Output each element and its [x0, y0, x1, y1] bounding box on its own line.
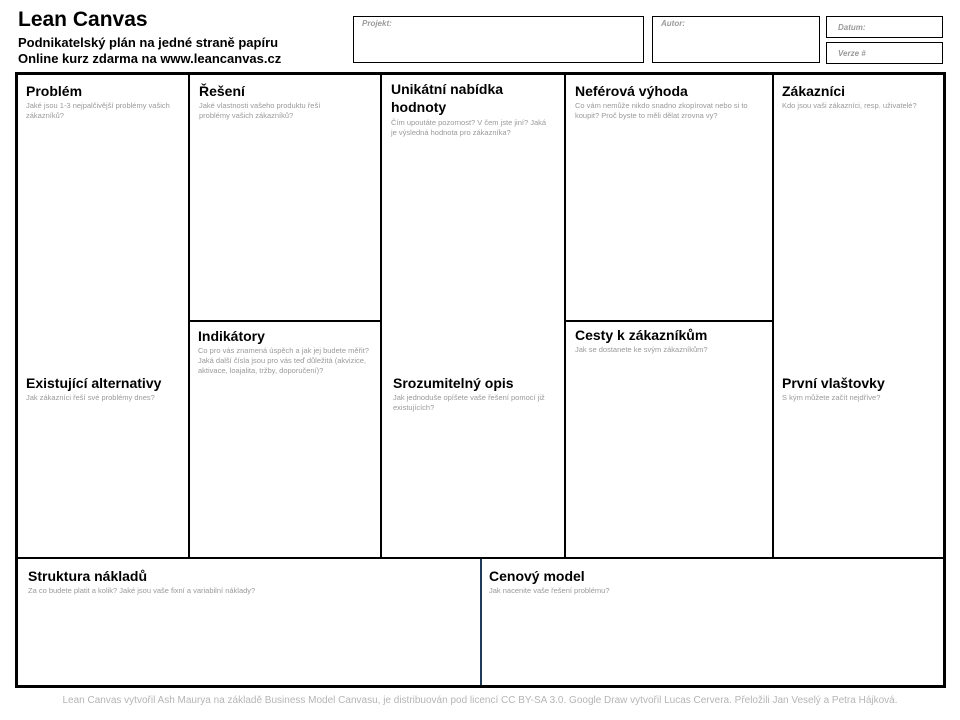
author-field[interactable]	[652, 16, 820, 63]
date-field[interactable]	[826, 16, 943, 38]
divider-costs-revenue	[480, 559, 482, 685]
solution-title: Řešení	[199, 83, 245, 99]
concept-title: Srozumitelný opis	[393, 375, 514, 391]
advantage-hint: Co vám nemůže nikdo snadno zkopírovat nebo si to koupit? Proč byste to měli dělat zrovna vy?	[575, 101, 748, 120]
project-field[interactable]	[353, 16, 644, 63]
divider-solution-uvp	[380, 75, 382, 557]
channels-title: Cesty k zákazníkům	[575, 327, 708, 343]
early-adopters-title: První vlaštovky	[782, 375, 885, 391]
date-label: Datum:	[838, 23, 866, 32]
license-footer: Lean Canvas vytvořil Ash Maurya na základě Business Model Canvasu, je distribuován pod licencí CC BY-SA 3.0. Google Draw vytvořil Lucas Cervera. Přeložili Jan Veselý a Petra Hájková.	[62, 695, 898, 706]
alternatives-hint: Jak zákazníci řeší své problémy dnes?	[26, 393, 155, 402]
version-label: Verze #	[838, 49, 866, 58]
project-label: Projekt:	[362, 19, 392, 28]
uvp-title: Unikátní nabídka hodnoty	[391, 81, 504, 115]
advantage-title: Neférová výhoda	[575, 83, 688, 99]
course-link-text: Online kurz zdarma na www.leancanvas.cz	[18, 51, 282, 66]
version-field[interactable]	[826, 42, 943, 64]
revenue-hint: Jak nacenite vaše řešení problému?	[489, 586, 610, 595]
divider-advantage-customers	[772, 75, 774, 557]
metrics-hint: Co pro vás znamená úspěch a jak jej budete měřit? Jaká další čísla jsou pro vás teď důležitá (akvizice, aktivace, loajalita, tržby, doporučení)?	[198, 346, 369, 375]
alternatives-title: Existující alternativy	[26, 375, 162, 391]
customers-hint: Kdo jsou vaši zákazníci, resp. uživatelé?	[782, 101, 917, 110]
page-title: Lean Canvas	[18, 8, 148, 31]
metrics-title: Indikátory	[198, 328, 265, 344]
divider-uvp-advantage	[564, 75, 566, 557]
divider-solution-metrics	[188, 320, 382, 322]
customers-title: Zákazníci	[782, 83, 846, 99]
revenue-title: Cenový model	[489, 568, 585, 584]
costs-title: Struktura nákladů	[28, 568, 148, 584]
divider-problem-solution	[188, 75, 190, 557]
solution-hint: Jaké vlastnosti vašeho produktu řeší problémy vašich zákazníků?	[199, 101, 321, 120]
concept-hint: Jak jednoduše opíšete vaše řešení pomocí již existujících?	[393, 393, 545, 412]
problem-hint: Jaké jsou 1-3 nejpalčivější problémy vašich zákazníků?	[26, 101, 170, 120]
channels-hint: Jak se dostanete ke svým zákazníkům?	[575, 345, 708, 354]
early-adopters-hint: S kým můžete začít nejdříve?	[782, 393, 881, 402]
page-subtitle: Podnikatelský plán na jedné straně papíru	[18, 35, 279, 50]
divider-advantage-channels	[564, 320, 774, 322]
problem-title: Problém	[26, 83, 83, 99]
author-label: Autor:	[661, 19, 685, 28]
uvp-hint: Čím upoutáte pozornost? V čem jste jiní? Jaká je výsledná hodnota pro zákazníka?	[391, 118, 547, 137]
costs-hint: Za co budete platit a kolik? Jaké jsou vaše fixní a variabilní náklady?	[28, 586, 256, 595]
lean-canvas-grid	[15, 72, 946, 688]
